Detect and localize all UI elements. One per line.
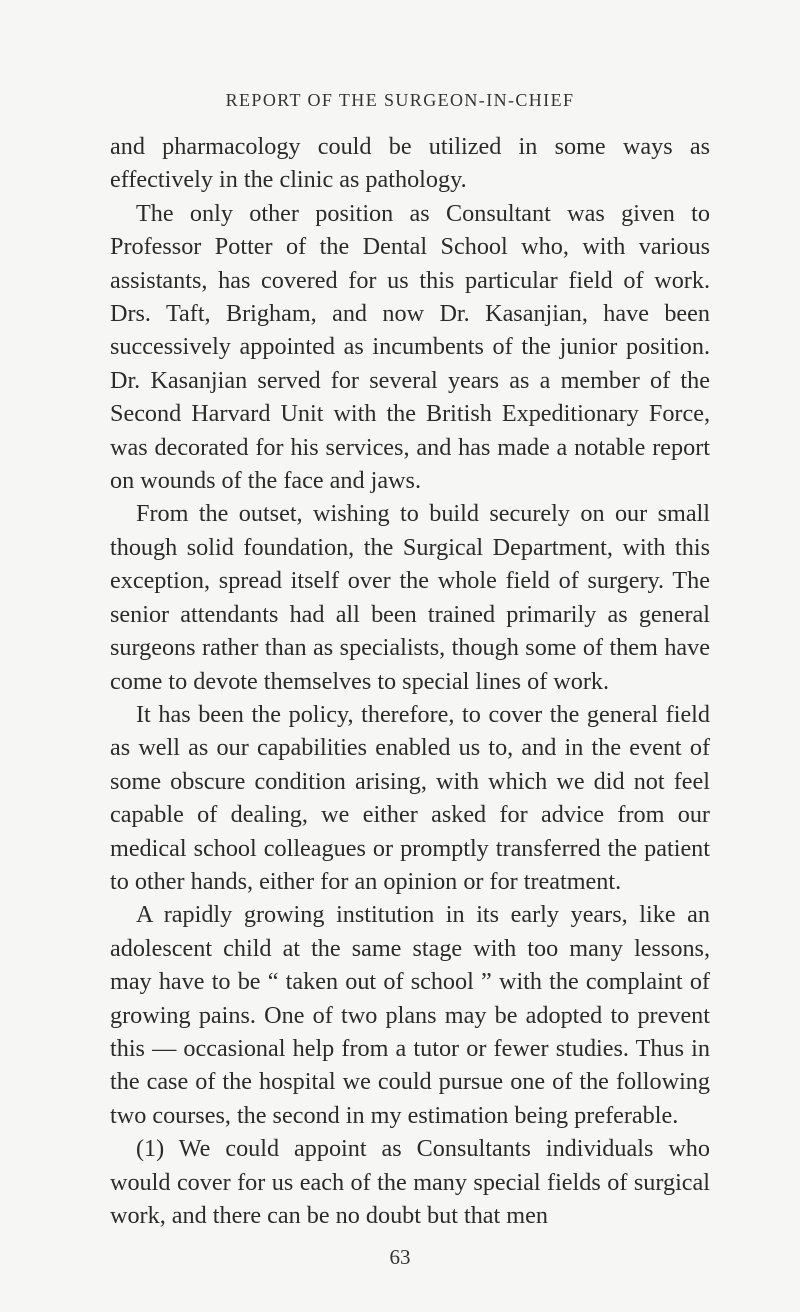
paragraph-option-one: (1) We could appoint as Consultants individuals who would cover for us each of the many special fields of surgical work, and there can be no doubt but that men [110, 1135, 710, 1229]
body-text [110, 130, 710, 1232]
page-number: 63 [389, 1245, 411, 1269]
paragraph-continuation: and pharmacology could be utilized in some ways as effectively in the clinic as pathology. [110, 133, 710, 194]
paragraph-consultant-potter: The only other position as Consultant was given to Professor Potter of the Dental School who, with various assistants, has covered for us this particular field of work. Drs. Taft, Brigham, and now Dr. Kasanjian, have been successively appointed as incumbents of the junior position. Dr. Kasanjian served for several years as a member of the Second Harvard Unit with the British Expeditionary Force, was decorated for his services, and has made a notable report on wounds of the face and jaws. [110, 199, 710, 495]
paragraph-growing-institution: A rapidly growing institution in its early years, like an adolescent child at the same stage with too many lessons, may have to be “ taken out of school ” with the complaint of growing pains. One of two plans may be adopted to prevent this — occasional help from a tutor or fewer studies. Thus in the case of the hospital we could pursue one of the following two courses, the second in my estimation being preferable. [110, 901, 710, 1129]
paragraph-surgical-department: From the outset, wishing to build securely on our small though solid foundation, the Surgical Department, with this exception, spread itself over the whole field of surgery. The senior attendants had all been trained primarily as general surgeons rather than as specialists, though some of them have come to devote themselves to special lines of work. [110, 500, 710, 695]
paragraph-policy: It has been the policy, therefore, to cover the general field as well as our capabilities enabled us to, and in the event of some obscure condition arising, with which we did not feel capable of dealing, we either asked for advice from our medical school colleagues or promptly transferred the patient to other hands, either for an opinion or for treatment. [110, 700, 710, 895]
running-title: REPORT OF THE SURGEON-IN-CHIEF [225, 90, 575, 110]
